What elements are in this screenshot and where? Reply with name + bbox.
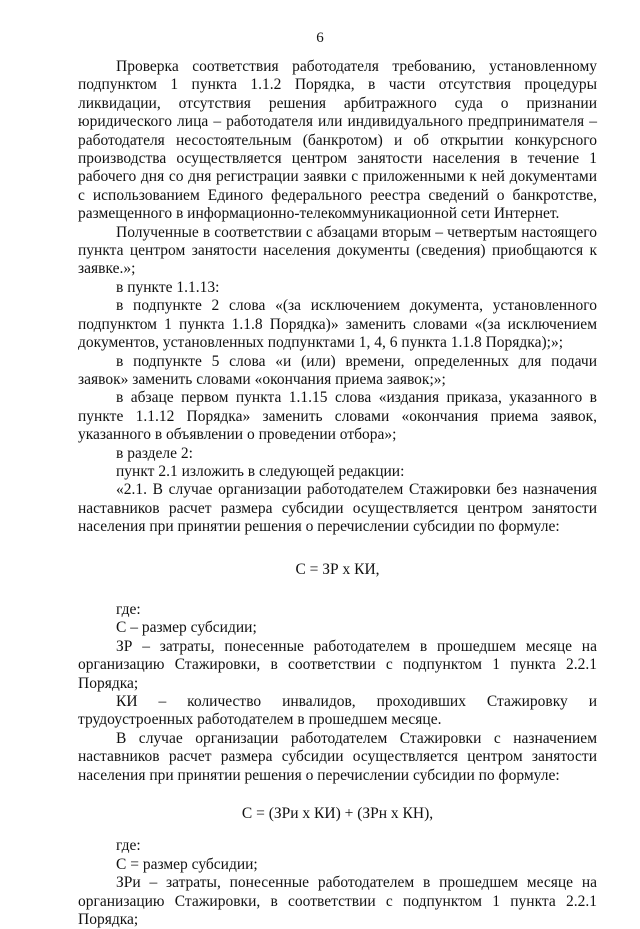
- paragraph: где:: [116, 837, 141, 855]
- paragraph: «2.1. В случае организации работодателем Стажировки без назначения наставников расчет размера субсидии осуществляется центром занятости населения при принятии решения о перечислении субсидии по формуле:: [78, 481, 597, 536]
- paragraph: в подпункте 2 слова «(за исключением документа, установленного подпунктом 1 пункта 1.1.8 Порядка)» заменить словами «(за исключением документов, установленных подпунктами 1, 4, 6 пункта 1.1.8 Порядка);»;: [78, 297, 597, 352]
- paragraph: где:: [116, 600, 141, 618]
- paragraph: ЗР – затраты, понесенные работодателем в прошедшем месяце на организацию Стажировки, в соответствии с подпунктом 1 пункта 2.2.1 Порядка;: [78, 637, 597, 692]
- paragraph: в подпункте 5 слова «и (или) времени, определенных для подачи заявок» заменить словами «окончания приема заявок;»;: [78, 352, 597, 388]
- paragraph: КИ – количество инвалидов, проходивших Стажировку и трудоустроенных работодателем в прошедшем месяце.: [78, 693, 597, 729]
- formula-with-mentors: С = (ЗРи х КИ) + (ЗРн х КН),: [241, 805, 434, 823]
- paragraph: С – размер субсидии;: [116, 619, 257, 637]
- page-number: 6: [316, 30, 324, 46]
- paragraph: в абзаце первом пункта 1.1.15 слова «издания приказа, указанного в пункте 1.1.12 Порядка» заменить словами «окончания приема заявок, указанного в объявлении о проведении отбора»;: [78, 389, 597, 444]
- paragraph: пункт 2.1 изложить в следующей редакции:: [116, 462, 405, 480]
- document-body: [78, 58, 597, 929]
- paragraph: в пункте 1.1.13:: [116, 278, 220, 296]
- paragraph: Полученные в соответствии с абзацами вторым – четвертым настоящего пункта центром занятости населения документы (сведения) приобщаются к заявке.»;: [78, 223, 597, 278]
- paragraph: С = размер субсидии;: [116, 855, 258, 873]
- paragraph: Проверка соответствия работодателя требованию, установленному подпунктом 1 пункта 1.1.2 Порядка, в части отсутствия процедуры ликвидации, отсутствия решения арбитражного суда о признании юридического лица – работодателя или индивидуального предпринимателя – работодателя несостоятельным (банкротом) и об открытии конкурсного производства осуществляется центром занятости населения в течение 1 рабочего дня со дня регистрации заявки с приложенными к ней документами с использованием Единого федерального реестра сведений о банкротстве, размещенного в информационно-телекоммуникационной сети Интернет.: [78, 58, 597, 223]
- paragraph: в разделе 2:: [116, 444, 193, 462]
- paragraph: ЗРи – затраты, понесенные работодателем в прошедшем месяце на организацию Стажировки, в соответствии с подпунктом 1 пункта 2.2.1 Порядка;: [78, 874, 597, 929]
- formula-without-mentors: С = ЗР х КИ,: [295, 560, 380, 578]
- paragraph: В случае организации работодателем Стажировки с назначением наставников расчет размера субсидии осуществляется центром занятости населения при принятии решения о перечислении субсидии по формуле:: [78, 729, 597, 784]
